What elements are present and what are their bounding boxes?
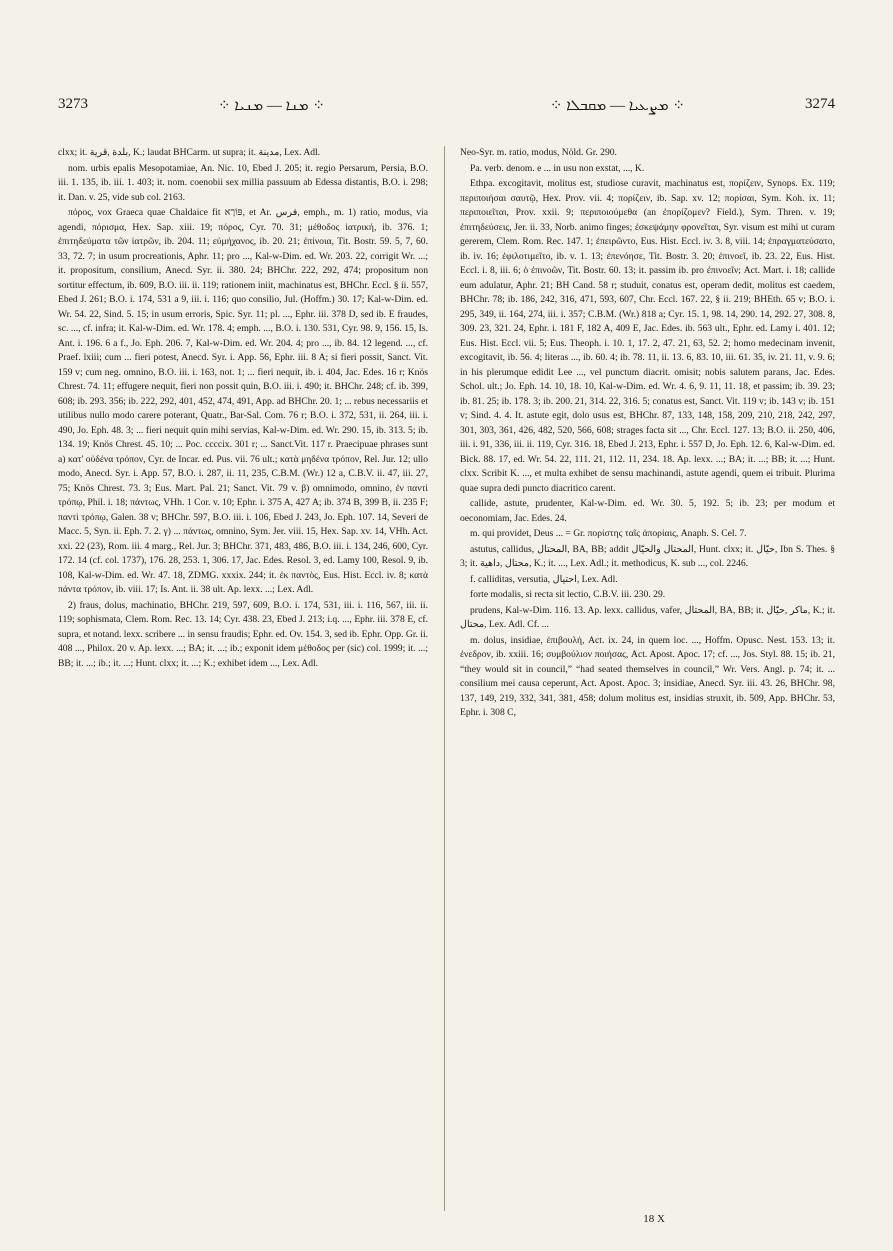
entry-paragraph: clxx; it. ‎قرية‎, ‎بلدة‎, K.; laudat BHCarm. ut supra; it. ‎مدينة‎, Lex. Adl. xyxy=(58,147,321,158)
entry-paragraph: Neo-Syr. m. ratio, modus, Nöld. Gr. 290. xyxy=(460,147,617,158)
entry-paragraph: f. calliditas, versutia, ‎احتيال‎, Lex. Adl. xyxy=(470,573,618,585)
left-page-number: 3273 xyxy=(58,96,88,112)
entry-paragraph: forte modalis, si recta sit lectio, C.B.V. iii. 230. 29. xyxy=(470,589,666,600)
entry-paragraph: callide, astute, prudenter, Kal-w-Dim. ed. Wr. 30. 5, 192. 5; ib. 23; per modum et oeconomiam, Jac. Edes. 24. xyxy=(460,498,835,524)
entry-paragraph: nom. urbis epalis Mesopotamiae, An. Nic. 10, Ebed J. 205; it. regio Persarum, Persia, B.O. iii. 1. 135, ib. iii. 1. 403; it. nom. coenobii sex millia passuum ab Edessa distantis, B.O. i. 298; it. Dan. v. 25, vide sub col. 2163. xyxy=(58,162,428,203)
page-header xyxy=(58,96,835,124)
entry-paragraph: 2) fraus, dolus, machinatio, BHChr. 219, 597, 609, B.O. i. 174, 531, iii. i. 116, 567, iii. ii. 119; sophismata, Clem. Rom. Rec. 13. 14; Cyr. 438. 23, Ebed J. 213; i.q. ..., Ephr. iii. 378 E, cf. supra, et notand. lexx. scribere ... in sensu fraudis; Ephr. ed. Ov. 154. 3, sed ib. Ephr. Opp. Gr. ii. 408 ..., Philox. 20 v. Ap. lexx. ...; BA; it. ...; ib.; exponit idem μέθοδος per (sic) col. 1999; it. ...; BB; it. ...; ib.; it. ...; Hunt. clxx; it. ...; K.; exhibet idem ..., Lex. Adl. xyxy=(58,599,428,669)
left-running-title: ⁘ ܡܢܐ — ܡܢܝܐ ⁘ xyxy=(218,98,325,114)
column-divider xyxy=(444,146,445,1211)
right-page-number: 3274 xyxy=(805,96,835,112)
entry-paragraph: Pa. verb. denom. e ... in usu non exstat, ..., K. xyxy=(470,162,645,174)
right-column xyxy=(460,146,835,1205)
entry-paragraph: πόρος, vox Graeca quae Chaldaice fit פּוֹרָא, et Ar. ‎فرس‎, emph., m. 1) ratio, modus, via agendi, πόρισμα, Hex. Sap. xiii. 19; πόρος, Cyr. 70. 31; μέθοδος ἰατρική, ib. 376. 1; ἐπιτηδεύματα τῶν ἰατρῶν, ib. 204. 11; εὐμήχανος, ib. 20. 21; ἐπίνοια, Tit. Bostr. 59. 5, 7, 60. 33, 72. 7; in usum procreationis, Aphr. 11; pro ..., Kal-w-Dim. ed. Wr. 203. 22, corrigit Wr. ...; it. propositum, consilium, Anecd. Syr. ii. 380. 24; BHChr. 222, 292, 474; propositum non sortitur effectum, ib. 609, B.O. iii. ii. 119; rationem iniit, machinatus est, BHChr. Eccl. § ii. 557, Ebed J. 261; B.O. i. 174, 531 a 9, iii. i. 116; quo consilio, Jul. (Hoffm.) 30. 17; Kal-w-Dim. ed. Wr. 54. 22, Sind. 5. 15; in usum erroris, Spic. Syr. 11; pl. ..., Ephr. iii. 378 D, sed ib. E fraudes, sc. ..., cf. infra; it. Kal-w-Dim. ed. Wr. 178. 4; emph. ..., B.O. i. 130. 531, Cyr. 98. 9, 156. 15, Is. Ant. i. 196. 6 a f., Jo. Eph. 206. 7, Kal-w-Dim. ed. Wr. 204. 4; pro ..., ib. 84. 12 legend. ..., cf. Praef. lxiii; cum ... fieri potest, Anecd. Syr. i. App. 56, Ephr. iii. 8 A; si fieri possit, Sanct. Vit. 159 v; cum neg. omnino, B.O. iii. i. 163, not. 1; ... fieri nequit, ib. i. 404, Jac. Edes. 16 r; Knös Chrest. 74. 11; effugere nequit, fieri non possit quin, B.O. iii. i. 490; it. BHChr. 248; cf. ib. 399, 608; ib. 293. 356; ib. 222, 292, 401, 452, 474, 491, App. ad BHChr. 20. 1; ... rebus necessariis et utilibus nullo modo carere poterant, Quatr., Bar-Sal. Com. 76 r; B.O. i. 372, 531, ii. 264, iii. i. 490, Jo. Eph. 48. 3; ... fieri nequit quin mihi servias, Kal-w-Dim. ed. Wr. 290. 15, ib. 313. 5; ib. 134. 19; Knös Chrest. 45. 10; ... Poc. ccccix. 301 r; ... Sanct.Vit. 117 r. Praecipuae phrases sunt a) κατ' οὐδένα τρόπον, Cyr. de Incar. ed. Pus. vii. 76 ult.; κατὰ μηδένα τρόπον, Rel. Jur. 12; ullo modo, Anecd. Syr. i. App. 57, B.O. i. 287, ii. 11, 235, C.B.M. (Wr.) 12 a, C.B.V. ii. 47, iii. 27, 75; Knös Chrest. 73. 3; Eus. Mart. Pal. 21; Sanct. Vit. 79 v. β) omnimodo, omnino, ἐν παντὶ τρόπῳ, Phil. i. 18; πάντως, VHh. 1 Cor. v. 10; Ephr. i. 375 A, 427 A; ib. 374 B, 399 B, ii. 235 F; παντὶ τρόπῳ, Galen. 38 v; BHChr. 597, B.O. iii. i. 106, Ebed J. 243, Jo. Eph. 107. 14, Severi de Macc. 5, Syn. ii. Eph. 7. 2. γ) ... πάντως, omnino, Sym. Jer. viii. 15, Hex. Sap. xv. 14, VHh. Act. xxi. 22 (23), Rom. iii. 4 marg., Rel. Jur. 3; BHChr. 371, 483, 486, B.O. iii. i. 134, 246, 600, Cyr. 172. 14 (cf. col. 1737), 176. 28, 253. 1, 306. 17, Jac. Edes. Resol. 3, ed. Lamy 100, Resol. 9, ib. 108, Kal-w-Dim. ed. Wr. 47. 18, ZDMG. xxxix. 244; it. ἐκ παντὸς, Eus. Hist. Eccl. iv. 8; κατὰ πάντα τρόπον, ib. viii. 17; Is. Ant. ii. 38 ult. Ap. lexx. ...; Lex. Adl. xyxy=(58,207,428,595)
entry-paragraph: Ethpa. excogitavit, molitus est, studiose curavit, machinatus est, πορίζειν, Synops. Ex. 119; περιποιήσαι σαυτῷ, Hex. Prov. vii. 4; πορίζειν, ib. Sap. xv. 12; πορίσαι, Sym. Koh. ix. 11; περιποιεῖται, Prov. xxii. 9; περιποιούμεθα (an ἐπορίζομεν? Field.), Sym. Thren. v. 19; ἐπιτηδεύσεις, Jer. ii. 33, Norb. animo finges; ἐσκεψάμην φρονεῖται, Syr. visum est mihi ut curam gererem, Clem. Rom. Rec. 147. 1; ἐπειρῶντο, Eus. Hist. Eccl. iv. 3. 8, viii. 14; ἐπραγματεύσατο, ib. iv. 16; ἐφιλοτιμεῖτο, ib. v. 1. 13; ἐπενόησε, Tit. Bostr. 3. 20; ἐπινοεῖ, ib. 23. 22, Eus. Hist. Eccl. i. 8, iii. 6; ὁ ἐπινοῶν, Tit. Bostr. 60. 13; it. passim ib. pro ἐπινοεῖν; Act. Mart. i. 18; callide eum adulatur, Aphr. 21; BH Cand. 58 r; studuit, conatus est, operam dedit, molitus est caedem, BHChr. 78; ib. 186, 242, 316, 471, 593, 607, Chr. Eccl. 167. 22, § ii. 219; BHEth. 65 v; B.O. i. 295, 349, ii. 164, 274, iii. i. 357; C.B.M. (Wr.) 818 a; Cyr. 15. 1, 98. 14, 290. 14, 292. 27, 308. 8, 309. 23, 321. 24, Ephr. i. 181 F, 182 A, 409 E, Jac. Edes. ib. 563 ult., Ephr. ed. Lamy i. 401. 12; Eus. Hist. Eccl. vii. 5; Eus. Theoph. i. 10. 1, 17. 2, 47. 21, 63, 52. 2; homo medecinam invenit, excogitavit, ib. 56. 4; literas ..., ib. 60. 4; ib. 78. 11, ii. 13. 6, 83. 10, iii. 61. 35, iv. 21. 11, v. 9. 6; in his plerumque edidit Lee ..., vel punctum diacrit. omisit; nobis salutem parans, Jac. Edes. Schol. ult.; Jo. Eph. 14. 10, 18. 10, Kal-w-Dim. ed. Wr. 4. 6, 9. 11, 11. 18, et passim; ib. 39. 23; ib. 81. 25; ib. 178. 3; ib. 200. 21, 314. 22, 316. 5; conatus est, Sanct. Vit. 119 v; ib. 143 v; ib. 151 v; Sind. 4. 4. It. astute egit, dolo usus est, BHChr. 87, 133, 148, 158, 209, 210, 218, 242, 297, 301, 303, 361, 426, 482, 520, 566, 608; strages facta sit ..., Chr. Eccl. 127. 13; B.O. ii. 250, 406, iii. i. 91, 336, iii. ii. 119, Cyr. 316. 18, Ebed J. 213, Ephr. i. 557 D, Jo. Eph. 12. 6, Kal-w-Dim. ed. Bick. 88. 17, ed. Wr. 54. 22, 111. 21, 112. 11, 234. 18. Ap. lexx. ...; BA; it. ...; BB; it. ...; Hunt. clxx. Scribit K. ..., et multa exhibet de sensu machinandi, astute agendi, quem ei tribuit. Plurima quae supra dedi puncto diacritico carent. xyxy=(460,178,835,494)
entry-paragraph: prudens, Kal-w-Dim. 116. 13. Ap. lexx. callidus, vafer, ‎المحتال‎, BA, BB; it. ‎حيّال‎, ‎ماكر‎, K.; it. ‎محتال‎, Lex. Adl. Cf. ... xyxy=(460,604,835,630)
entry-paragraph: m. dolus, insidiae, ἐπιβουλή, Act. ix. 24, in quem loc. ..., Hoffm. Opusc. Nest. 153. 13; it. ἐνεδρον, ib. xxiii. 16; συμβούλιον ποιήσας, Act. Apost. Apoc. 17; cf. ..., Jos. Styl. 88. 15; ib. 21, “they would sit in council,” “had seated themselves in council,” Wr. Vers. Angl. p. 74; it. ... consilium mei causa ceperunt, Act. Apost. Apoc. 3; insidiae, Anecd. Syr. iii. 43. 26, BHChr. 98, 137, 149, 219, 332, 341, 381, 458; dolum molitus est, insidias struxit, ib. 509, App. BHChr. 53, Ephr. i. 308 C, xyxy=(460,634,835,718)
right-running-title: ⁘ ܡܨܥܝܐ — ܡܩܒܠܐ ⁘ xyxy=(549,98,685,114)
entry-paragraph: astutus, callidus, ‎المحتال‎, BA, BB; addit ‎المحتال والحيّال‎, Hunt. clxx; it. ‎حيّال‎, Ibn S. Thes. § 3; it. ‎داهية‎, ‎محتال‎, K.; it. ..., Lex. Adl.; it. methodicus, K. sub ..., col. 2246. xyxy=(460,543,835,569)
signature-mark: 18 X xyxy=(643,1213,665,1225)
entry-paragraph: m. qui providet, Deus ... = Gr. πορίστης ταῖς ἀπορίαις, Anaph. S. Cel. 7. xyxy=(470,528,747,539)
left-column xyxy=(58,146,428,1205)
